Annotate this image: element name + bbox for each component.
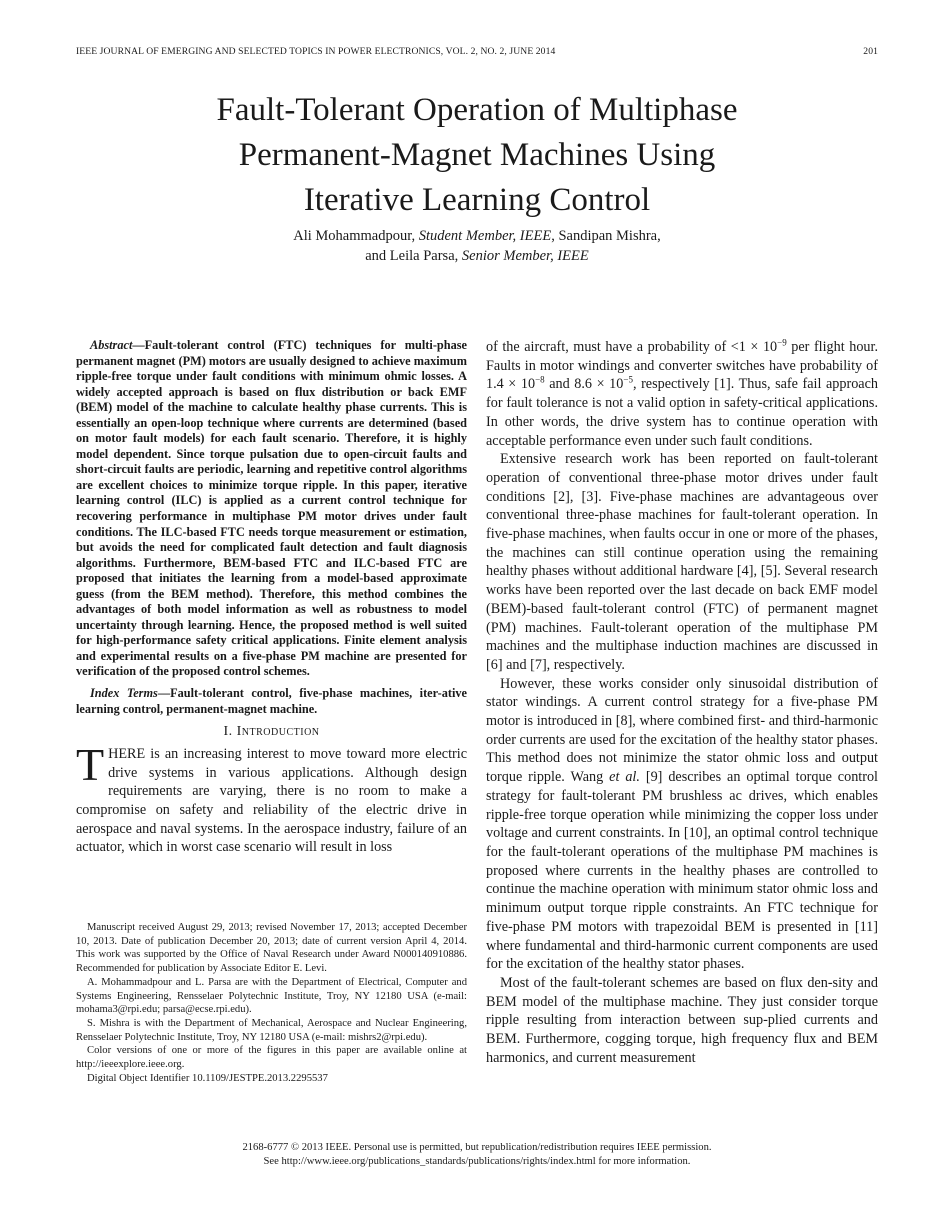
- author-1: Ali Mohammadpour,: [293, 228, 416, 244]
- text-run: , respectively [1]. Thus, safe fail approach for fault tolerance is not a valid option in safety-critical applications. In other words, the drive system has to continue operation with acceptable performance even under such fault conditions.: [486, 376, 878, 449]
- author-1-role: Student Member, IEEE: [418, 228, 552, 244]
- paper-title: [76, 88, 878, 223]
- et-al: et al.: [609, 769, 640, 786]
- title-line-3: Iterative Learning Control: [303, 182, 651, 218]
- text-run: of the aircraft, must have a probability of <1 × 10: [486, 339, 778, 355]
- exponent: −9: [777, 337, 787, 348]
- exponent: −8: [535, 374, 545, 385]
- abstract-text: Fault-tolerant control (FTC) techniques for multi-phase permanent magnet (PM) motors are usually designed to achieve maximum ripple-free torque under fault conditions with minimum ohmic losses. A widely accepted approach is based on flux distribution or back EMF (BEM) model of the machine to calculate healthy phase currents. This is essentially an open-loop technique where currents are determined (based on motor fault models) for each fault scenario. Therefore, it is highly model dependent. Since torque pulsation due to open-circuit faults and short-circuit faults are periodic, learning and repetitive control algorithms are excellent choices to minimize torque ripple. In this paper, iterative learning control (ILC) is applied as a current control technique for recovering performance in multiphase PM motor drives under fault conditions. The ILC-based FTC needs torque measurement or estimation, but avoids the need for complicated fault detection and fault diagnosis algorithms. Furthermore, BEM-based FTC and ILC-based FTC are proposed that initiates the learning from a model-based approximate guess (from the BEM method). Therefore, this method combines the advantages of both model information as well as robustness to model uncertainty through learning. Hence, the proposed method is well suited for high-performance safety critical applications. Finite element analysis and experimental results on a five-phase PM machine are presented for verification of the proposed control schemes.: [76, 338, 467, 679]
- section-numeral: I.: [223, 724, 233, 740]
- paragraph-fault-tolerant-schemes: Most of the fault-tolerant schemes are based on flux den-sity and BEM model of the multiphase machine. They just consider torque ripple resulting from interaction between sup-plied currents and BEM. Furthermore, cogging torque, high frequency flux and BEM harmonics, and current measurement: [486, 974, 878, 1066]
- copyright-notice: [76, 1141, 878, 1169]
- author-3: and Leila Parsa,: [365, 248, 459, 264]
- exponent: −5: [623, 374, 633, 385]
- right-column: [486, 338, 878, 1067]
- paragraph-sinusoidal: [486, 675, 878, 974]
- author-line-1: [76, 226, 878, 246]
- footnote-doi: Digital Object Identifier 10.1109/JESTPE.2013.2295537: [87, 1072, 328, 1084]
- footnotes: [76, 921, 467, 1085]
- title-line-1: Fault-Tolerant Operation of Multiphase: [216, 92, 738, 128]
- copyright-line-2: See http://www.ieee.org/publications_standards/publications/rights/index.html for more information.: [263, 1156, 691, 1167]
- journal-name: IEEE JOURNAL OF EMERGING AND SELECTED TOPICS IN POWER ELECTRONICS, VOL. 2, NO. 2, JUNE 2014: [76, 46, 556, 57]
- author-2: , Sandipan Mishra,: [551, 228, 661, 244]
- drop-cap: T: [76, 738, 105, 790]
- index-terms-label: Index Terms: [90, 686, 158, 701]
- first-word: HERE: [108, 745, 146, 762]
- left-column: [76, 338, 467, 857]
- abstract: Abstract—Fault-tolerant control (FTC) techniques for multi-phase permanent magnet (PM) motors are usually designed to achieve maximum ripple-free torque under fault conditions with minimum ohmic losses. A widely accepted approach is based on flux distribution or back EMF (BEM) model of the machine to calculate healthy phase currents. This is essentially an open-loop technique where currents are determined (based on motor fault models) for each fault scenario. Therefore, it is highly model dependent. Since torque pulsation due to open-circuit faults and short-circuit faults are periodic, learning and repetitive control algorithms are excellent choices to minimize torque ripple. In this paper, iterative learning control (ILC) is applied as a current control technique for recovering performance in multiphase PM motor drives under fault conditions. The ILC-based FTC needs torque measurement or estimation, but avoids the need for complicated fault detection and fault diagnosis algorithms. Furthermore, BEM-based FTC and ILC-based FTC are proposed that initiates the learning from a model-based approximate guess (from the BEM method). Therefore, this method combines the advantages of both model information as well as robustness to model uncertainty through learning. Hence, the proposed method is well suited for high-performance safety critical applications. Finite element analysis and experimental results on a five-phase PM machine are presented for verification of the proposed control schemes.: [76, 338, 467, 679]
- text-run: However, these works consider only sinusoidal distribution of stator windings. A current control strategy for a five-phase PM motor is introduced in [8], where combined first- and third-harmonic order currents are used for the excitation of the healthy stator phases. This method does not minimize the stator ohmic loss and output torque ripple. Wang: [486, 675, 878, 786]
- running-header: [76, 46, 878, 57]
- index-terms-text: Fault-tolerant control, five-phase machines, iter-ative learning control, permanent-magnet machine.: [76, 686, 467, 716]
- index-terms: Index Terms—Fault-tolerant control, five-phase machines, iter-ative learning control, permanent-magnet machine.: [76, 686, 467, 716]
- text-run: and 8.6 × 10: [544, 376, 624, 393]
- footnote-mishra-affiliation: S. Mishra is with the Department of Mechanical, Aerospace and Nuclear Engineering, Rensselaer Polytechnic Institute, Troy, NY 12180 USA (e-mail: mishrs2@rpi.edu).: [76, 1017, 467, 1043]
- author-list: [76, 226, 878, 266]
- footnote-color-versions: Color versions of one or more of the figures in this paper are available online at http://ieeexplore.ieee.org.: [76, 1045, 467, 1071]
- page-number: 201: [863, 46, 878, 57]
- section-title: Introduction: [236, 724, 320, 740]
- text-run: [9] describes an optimal torque control strategy for fault-tolerant PM brushless ac drives, which enables ripple-free torque operation while minimizing the copper loss under voltage and current constraints. In [10], an optimal control technique for the fault-tolerant operations of the multiphase PM machines is proposed where currents in the healthy phases are controlled to continue the machine operation with minimum stator ohmic loss and minimum output torque ripple constraints. An FTC technique for five-phase PM motors with trapezoidal BEM is presented in [11] where fundamental and third-harmonic current components are used for the excitation of the healthy stator phases.: [486, 769, 878, 973]
- author-3-role: Senior Member, IEEE: [461, 248, 589, 264]
- footnote-manuscript: Manuscript received August 29, 2013; revised November 17, 2013; accepted December 10, 2013. Date of publication December 20, 2013; date of current version April 4, 2014. This work was supported by the Office of Naval Research under Award N000140910886. Recommended for publication by Associate Editor E. Levi.: [76, 922, 467, 975]
- title-line-2: Permanent-Magnet Machines Using: [238, 137, 716, 173]
- intro-paragraph-text: is an increasing interest to move toward more electric drive systems in various applications. Although design requirements are varying, there is no room to make a compromise on safety and reliability of the electric drive in aerospace and naval systems. In the aerospace industry, failure of an actuator, which in worst case scenario will result in loss: [76, 745, 467, 856]
- section-heading-introduction: [76, 723, 467, 742]
- abstract-label: Abstract: [90, 338, 133, 352]
- copyright-line-1: 2168-6777 © 2013 IEEE. Personal use is permitted, but republication/redistribution requires IEEE permission.: [242, 1142, 712, 1153]
- intro-paragraph: [76, 738, 467, 857]
- author-line-2: [76, 246, 878, 266]
- footnote-authors-affiliation: A. Mohammadpour and L. Parsa are with the Department of Electrical, Computer and Systems Engineering, Rensselaer Polytechnic Institute, Troy, NY 12180 USA (e-mail: mohama3@rpi.edu; parsa@ecse.rpi.edu).: [76, 976, 467, 1016]
- text-run: per flight hour. Faults in motor windings and converter switches have probability of 1.4 × 10: [486, 339, 878, 393]
- paragraph-research-work: Extensive research work has been reported on fault-tolerant operation of conventional three-phase motor drives under fault conditions [2], [3]. Five-phase machines are advantageous over conventional three-phase machines for fault-tolerant operation. In five-phase machines, when faults occur in one or more of the phases, the machines can still continue operation using the remaining healthy phases without additional hardware [4], [5]. Several research works have been reported over the last decade on back EMF model (BEM)-based fault-tolerant control (FTC) of permanent magnet (PM) machines. Fault-tolerant operation of the multiphase PM machines and the multiphase induction machines are discussed in [6] and [7], respectively.: [486, 451, 878, 673]
- paragraph-probability: [486, 338, 878, 450]
